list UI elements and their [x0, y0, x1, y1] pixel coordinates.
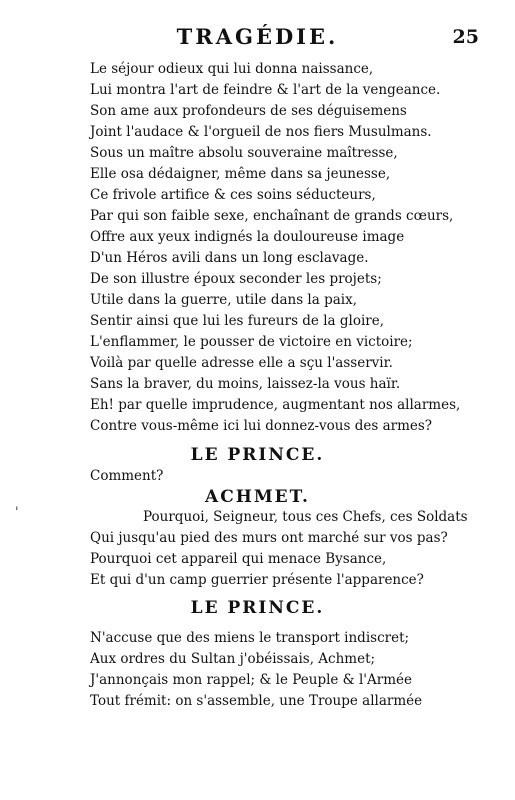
verse-line: Sous un maître absolu souveraine maîtresse,: [90, 145, 398, 161]
verse-line: Pourquoi cet appareil qui menace Bysance,: [90, 551, 387, 567]
verse-line: Eh! par quelle imprudence, augmentant nos allarmes,: [90, 397, 461, 413]
verse-line: Utile dans la guerre, utile dans la paix,: [90, 292, 357, 308]
speaker-name: ACHMET.: [205, 487, 310, 507]
verse-line: Aux ordres du Sultan j'obéissais, Achmet;: [90, 651, 376, 667]
verse-line: Voilà par quelle adresse elle a sçu l'asservir.: [90, 355, 393, 371]
page-number: 25: [452, 26, 479, 48]
verse-line: Contre vous-même ici lui donnez-vous des armes?: [90, 418, 433, 434]
verse-line: Lui montra l'art de feindre & l'art de la vengeance.: [90, 82, 441, 98]
verse-line: D'un Héros avili dans un long esclavage.: [90, 250, 369, 266]
verse-line: Son ame aux profondeurs de ses déguisemens: [90, 103, 407, 119]
verse-line: Sentir ainsi que lui les fureurs de la gloire,: [90, 313, 385, 329]
verse-line: Pourquoi, Seigneur, tous ces Chefs, ces Soldats: [143, 509, 468, 525]
verse-line: Qui jusqu'au pied des murs ont marché sur vos pas?: [90, 530, 448, 546]
speaker-name: LE PRINCE.: [190, 445, 325, 465]
speaker-name: LE PRINCE.: [190, 598, 325, 618]
verse-line: Le séjour odieux qui lui donna naissance,: [90, 61, 374, 77]
verse-line: Comment?: [90, 468, 164, 484]
verse-line: Ce frivole artifice & ces soins séducteurs,: [90, 187, 376, 203]
verse-line: Joint l'audace & l'orgueil de nos fiers Musulmans.: [90, 124, 432, 140]
verse-line: De son illustre époux seconder les projets;: [90, 271, 382, 287]
verse-line: J'annonçais mon rappel; & le Peuple & l'Armée: [90, 672, 413, 688]
verse-line: Par qui son faible sexe, enchaînant de grands cœurs,: [90, 208, 454, 224]
verse-line: Elle osa dédaigner, même dans sa jeunesse,: [90, 166, 391, 182]
verse-line: Sans la braver, du moins, laissez-la vous haïr.: [90, 376, 401, 392]
verse-line: Offre aux yeux indignés la douloureuse image: [90, 229, 405, 245]
verse-line: L'enflammer, le pousser de victoire en victoire;: [90, 334, 413, 350]
running-title: TRAGÉDIE.: [176, 24, 339, 49]
margin-mark: ': [15, 505, 19, 520]
verse-line: N'accuse que des miens le transport indiscret;: [90, 630, 410, 646]
verse-line: Et qui d'un camp guerrier présente l'apparence?: [90, 572, 424, 588]
verse-line: Tout frémit: on s'assemble, une Troupe allarmée: [90, 693, 423, 709]
